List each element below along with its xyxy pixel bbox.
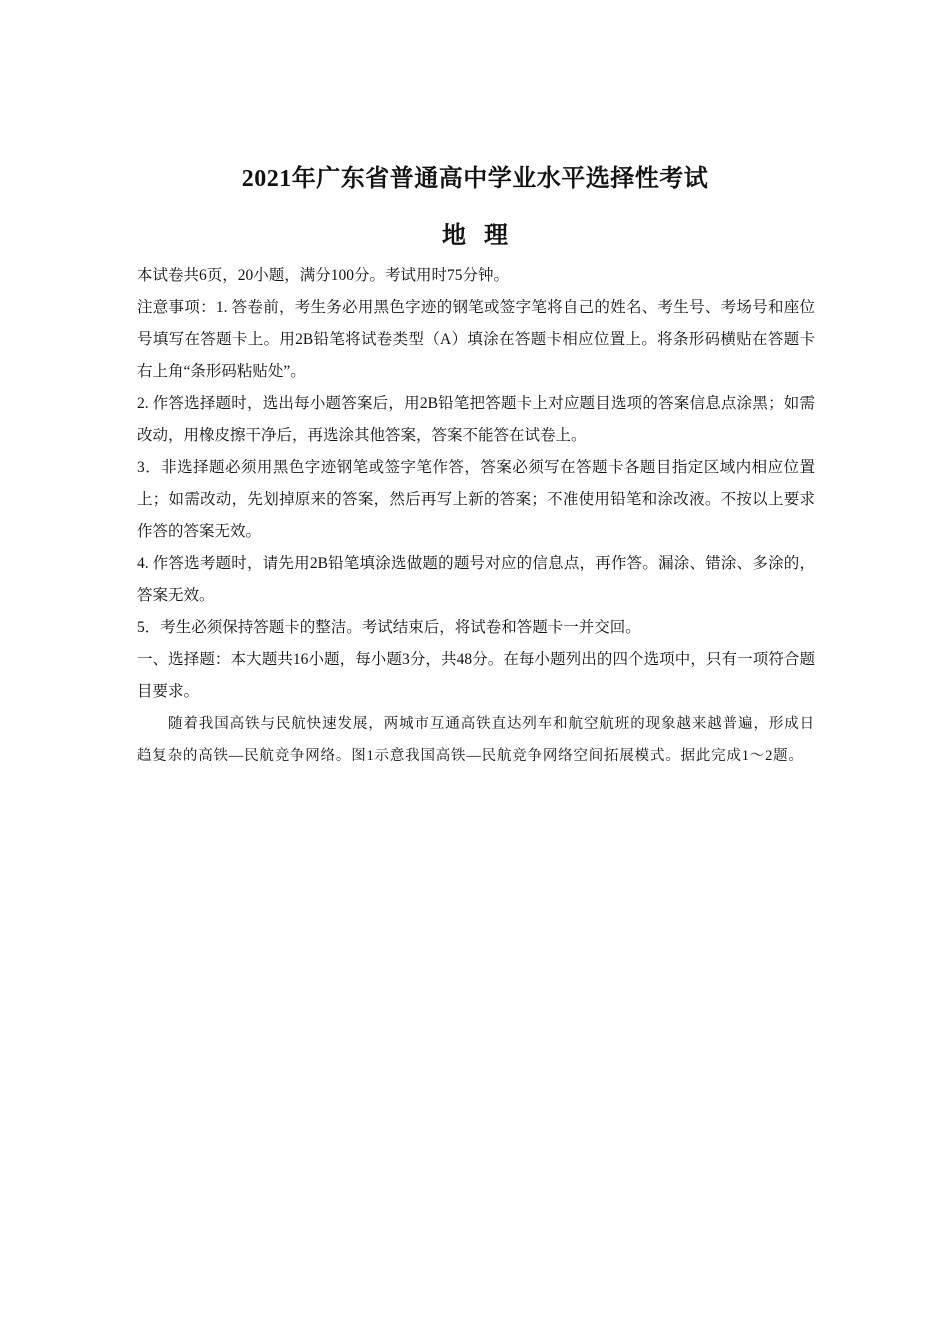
section-heading-choice: 一、选择题：本大题共16小题，每小题3分，共48分。在每小题列出的四个选项中，只有一项符合题目要求。 (137, 651, 815, 700)
subject-heading: 地理 (442, 223, 526, 249)
question-passage: 随着我国高铁与民航快速发展，两城市互通高铁直达列车和航空航班的现象越来越普遍，形成日趋复杂的高铁—民航竞争网络。图1示意我国高铁—民航竞争网络空间拓展模式。据此完成1～2题。 (137, 716, 815, 764)
notice-item-2: 2. 作答选择题时，选出每小题答案后，用2B铅笔把答题卡上对应题目选项的答案信息点涂黑；如需改动，用橡皮擦干净后，再选涂其他答案，答案不能答在试卷上。 (137, 395, 815, 444)
notice-item-1: 注意事项：1. 答卷前，考生务必用黑色字迹的钢笔或签字笔将自己的姓名、考生号、考场号和座位号填写在答题卡上。用2B铅笔将试卷类型（A）填涂在答题卡相应位置上。将条形码横贴在答题卡右上角“条形码粘贴处”。 (137, 299, 815, 380)
exam-title: 2021年广东省普通高中学业水平选择性考试 (241, 166, 709, 192)
notice-item-4: 4. 作答选考题时，请先用2B铅笔填涂选做题的题号对应的信息点，再作答。漏涂、错涂、多涂的，答案无效。 (137, 555, 815, 604)
exam-overview: 本试卷共6页，20小题，满分100分。考试用时75分钟。 (137, 267, 510, 284)
notice-item-5: 5．考生必须保持答题卡的整洁。考试结束后，将试卷和答题卡一并交回。 (137, 619, 641, 636)
notice-item-3: 3．非选择题必须用黑色字迹钢笔或签字笔作答，答案必须写在答题卡各题目指定区域内相应位置上；如需改动，先划掉原来的答案，然后再写上新的答案；不准使用铅笔和涂改液。不按以上要求作答的答案无效。 (137, 459, 815, 540)
instructions-block (137, 260, 815, 772)
